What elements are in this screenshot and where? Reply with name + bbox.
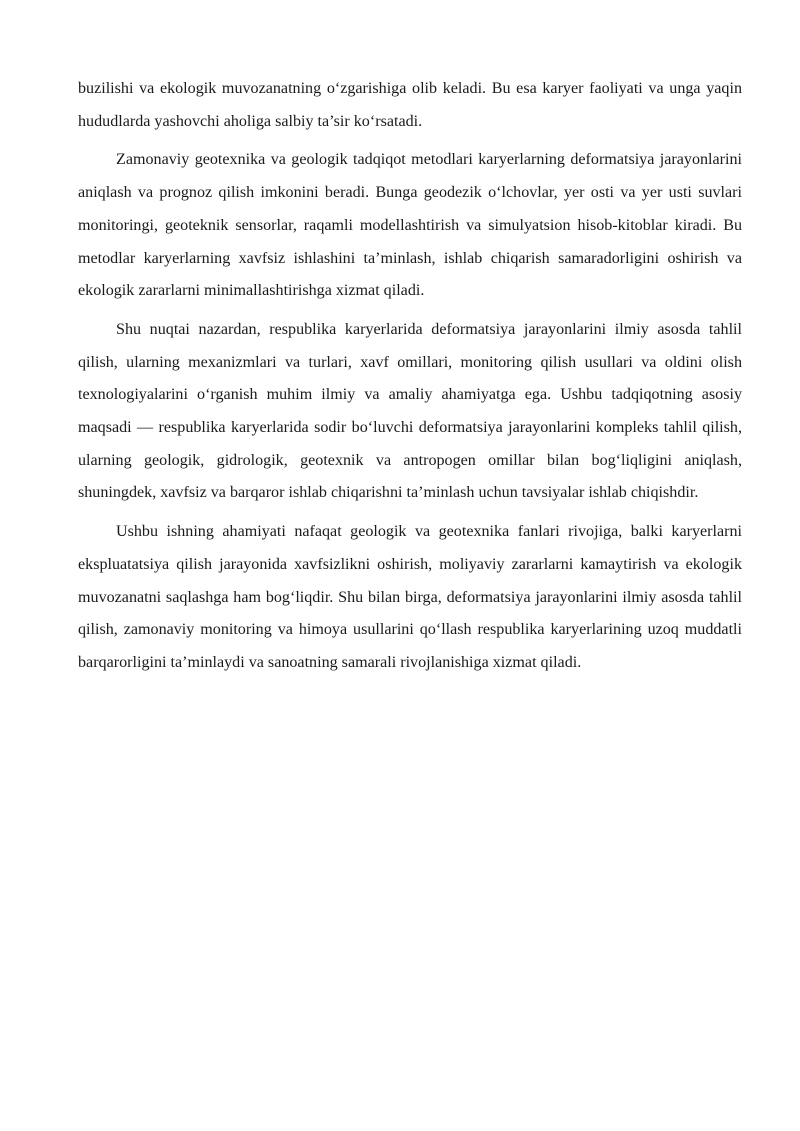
- paragraph-geotechnical-methods: Zamonaviy geotexnika va geologik tadqiqot metodlari karyerlarning deformatsiya jarayonlarini aniqlash va prognoz qilish imkonini beradi. Bunga geodezik o‘lchovlar, yer osti va yer usti suvlari monitoringi, geoteknik sensorlar, raqamli modellashtirish va simulyatsion hisob-kitoblar kiradi. Bu metodlar karyerlarning xavfsiz ishlashini ta’minlash, ishlab chiqarish samaradorligini oshirish va ekologik zararlarni minimallashtirishga xizmat qiladi.: [78, 151, 742, 300]
- paragraph-significance: Ushbu ishning ahamiyati nafaqat geologik va geotexnika fanlari rivojiga, balki karyerlarni ekspluatatsiya qilish jarayonida xavfsizlikni oshirish, moliyaviy zararlarni kamaytirish va ekologik muvozanatni saqlashga ham bog‘liqdir. Shu bilan birga, deformatsiya jarayonlarini ilmiy asosda tahlil qilish, zamonaviy monitoring va himoya usullarini qo‘llash respublika karyerlarining uzoq muddatli barqarorligini ta’minlaydi va sanoatning samarali rivojlanishiga xizmat qiladi.: [78, 523, 742, 671]
- paragraph-continuation: buzilishi va ekologik muvozanatning o‘zgarishiga olib keladi. Bu esa karyer faoliyati va unga yaqin hududlarda yashovchi aholiga salbiy ta’sir ko‘rsatadi.: [78, 80, 742, 130]
- document-body: [78, 73, 742, 686]
- paragraph-research-aim: Shu nuqtai nazardan, respublika karyerlarida deformatsiya jarayonlarini ilmiy asosda tahlil qilish, ularning mexanizmlari va turlari, xavf omillari, monitoring qilish usullari va oldini olish texnologiyalarini o‘rganish muhim ilmiy va amaliy ahamiyatga ega. Ushbu tadqiqotning asosiy maqsadi — respublika karyerlarida sodir bo‘luvchi deformatsiya jarayonlarini kompleks tahlil qilish, ularning geologik, gidrologik, geotexnik va antropogen omillar bilan bog‘liqligini aniqlash, shuningdek, xavfsiz va barqaror ishlab chiqarishni ta’minlash uchun tavsiyalar ishlab chiqishdir.: [78, 320, 742, 502]
